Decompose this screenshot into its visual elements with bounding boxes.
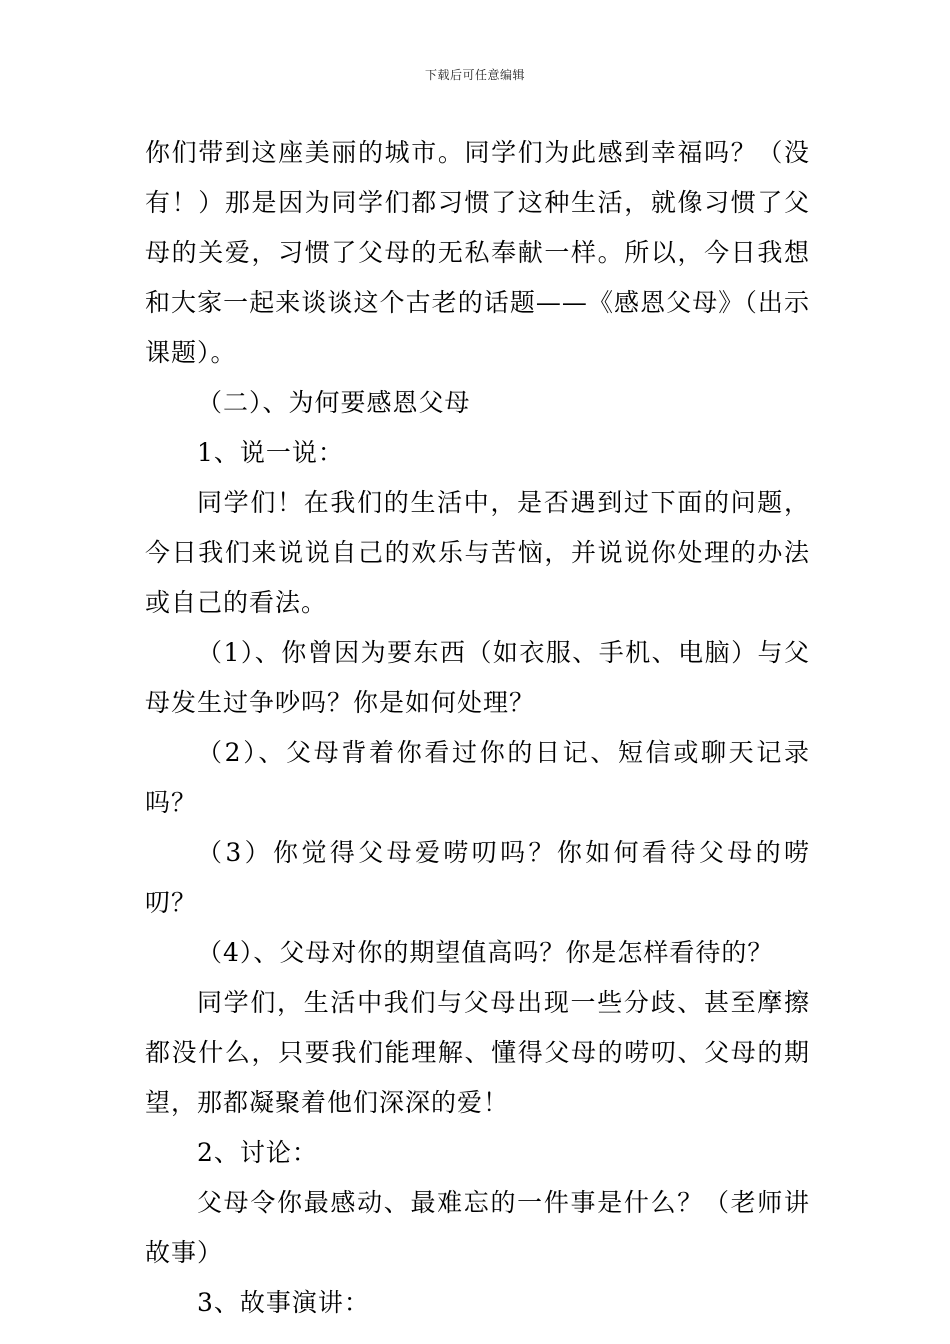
page-header-note: 下载后可任意编辑	[424, 68, 525, 82]
subheading-talk: 1、说一说：	[197, 438, 344, 467]
question-item-3: （3）你觉得父母爱唠叨吗？你如何看待父母的唠叨？	[145, 838, 810, 917]
document-body	[145, 128, 810, 1328]
paragraph-discussion-question: 父母令你最感动、最难忘的一件事是什么？（老师讲故事）	[145, 1188, 810, 1267]
section-heading-why-thank-parents: （二）、为何要感恩父母	[197, 388, 471, 417]
paragraph-intro: 你们带到这座美丽的城市。同学们为此感到幸福吗？（没有！）那是因为同学们都习惯了这种生活，就像习惯了父母的关爱，习惯了父母的无私奉献一样。所以，今日我想和大家一起来谈谈这个古老的话题——《感恩父母》（出示课题）。	[145, 138, 810, 367]
paragraph-summary: 同学们，生活中我们与父母出现一些分歧、甚至摩擦都没什么，只要我们能理解、懂得父母的唠叨、父母的期望，那都凝聚着他们深深的爱！	[145, 988, 810, 1117]
question-item-4: （4）、父母对你的期望值高吗？你是怎样看待的？	[197, 938, 774, 967]
subheading-story-speech: 3、故事演讲：	[197, 1288, 370, 1317]
question-item-2: （2）、父母背着你看过你的日记、短信或聊天记录吗？	[145, 738, 810, 817]
subheading-discussion: 2、讨论：	[197, 1138, 318, 1167]
paragraph-students-question: 同学们！在我们的生活中，是否遇到过下面的问题，今日我们来说说自己的欢乐与苦恼，并说说你处理的办法或自己的看法。	[145, 488, 810, 617]
question-item-1: （1）、你曾因为要东西（如衣服、手机、电脑）与父母发生过争吵吗？你是如何处理？	[145, 638, 810, 717]
